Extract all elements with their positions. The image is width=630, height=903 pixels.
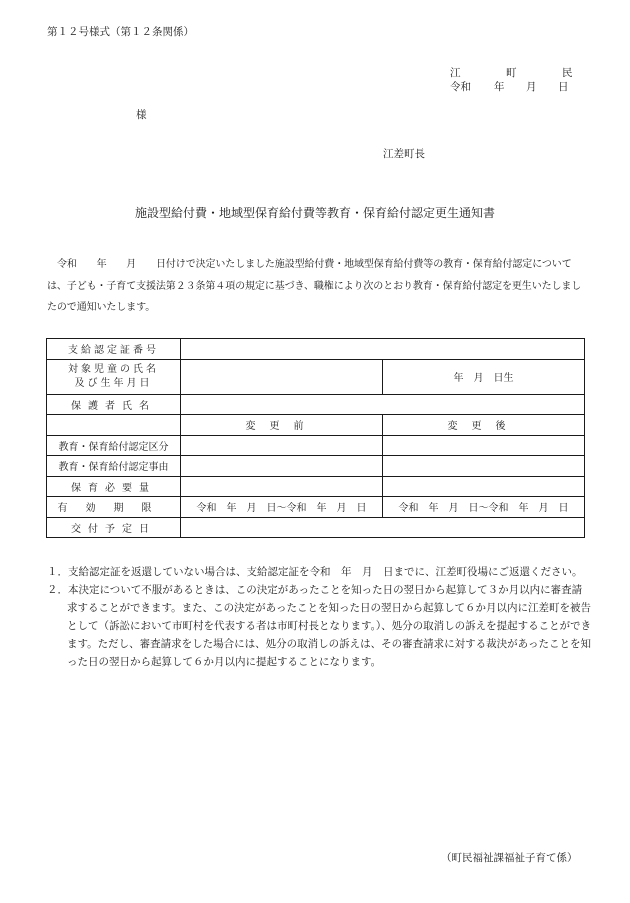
certification-table [46, 338, 585, 538]
child-name-value [181, 359, 383, 394]
header-blank [47, 415, 181, 436]
category-label: 教育・保育給付認定区分 [47, 435, 181, 456]
category-after [383, 435, 585, 456]
child-label-line1: 対象児童の氏名 [68, 363, 159, 375]
guardian-label: 保護者氏名 [47, 394, 181, 415]
issue-date-value [181, 517, 585, 538]
note-item: ２．本決定について不服があるときは、この決定があったことを知った日の翌日から起算して３か月以内に審査請求することができます。また、この決定があったことを知った日の翌日から起算して６か月以内に江差町を被告として（訴訟において市町村を代表する者は市町村長となります。）、処分の取消しの訴えを提起することができます。ただし、審査請求をした場合には、処分の取消しの訴えは、その審査請求に対する裁決があったことを知った日の翌日から起算して６か月以内に提起することになります。 [47, 584, 592, 668]
child-label-line2: 及び生年月日 [74, 377, 153, 389]
after-header: 変更後 [383, 415, 585, 436]
reason-after [383, 456, 585, 477]
document-number [450, 65, 573, 80]
table-row [47, 394, 585, 415]
table-row [47, 517, 585, 538]
date-day: 日 [558, 81, 569, 93]
amount-before [181, 476, 383, 497]
document-date [450, 79, 569, 94]
table-row [47, 497, 585, 518]
date-year: 年 [494, 81, 505, 93]
validity-before: 令和 年 月 日～令和 年 月 日 [181, 497, 383, 518]
child-label [47, 359, 181, 394]
date-month: 月 [526, 81, 537, 93]
doc-number-middle: 町 [506, 67, 517, 79]
issue-date-label: 交付予定日 [47, 517, 181, 538]
table-row [47, 456, 585, 477]
reason-label: 教育・保育給付認定事由 [47, 456, 181, 477]
table-row [47, 359, 585, 394]
doc-number-suffix: 民 [562, 67, 573, 79]
table-row [47, 476, 585, 497]
issuer-name: 江差町長 [383, 148, 425, 160]
document-title: 施設型給付費・地域型保育給付費等教育・保育給付認定更生通知書 [134, 206, 495, 220]
recipient-salutation: 様 [136, 109, 147, 121]
note-item: １．支給認定証を返還していない場合は、支給認定証を令和 年 月 日までに、江差町役場にご返還ください。 [47, 566, 583, 578]
amount-label: 保育必要量 [47, 476, 181, 497]
category-before [181, 435, 383, 456]
reason-before [181, 456, 383, 477]
validity-label: 有効期限 [47, 497, 181, 518]
cert-number-value [181, 339, 585, 360]
guardian-value [181, 394, 585, 415]
doc-number-prefix: 江 [450, 67, 461, 79]
validity-after: 令和 年 月 日～令和 年 月 日 [383, 497, 585, 518]
before-header: 変更前 [181, 415, 383, 436]
form-number: 第１２号様式（第１２条関係） [47, 26, 194, 38]
cert-number-label: 支給認定証番号 [47, 339, 181, 360]
date-era: 令和 [450, 81, 471, 93]
birth-date-value: 年 月 日生 [383, 359, 585, 394]
table-row [47, 435, 585, 456]
department-contact: （町民福祉課福祉子育て係） [441, 852, 578, 864]
table-row [47, 339, 585, 360]
notes-section [47, 563, 592, 671]
table-row [47, 415, 585, 436]
amount-after [383, 476, 585, 497]
body-paragraph: 令和 年 月 日付けで決定いたしました施設型給付費・地域型保育給付費等の教育・保育給付認定については、子ども・子育て支援法第２３条第４項の規定に基づき、職権により次のとおり教育・保育給付認定を更生いたしましたので通知いたします。 [47, 259, 582, 313]
